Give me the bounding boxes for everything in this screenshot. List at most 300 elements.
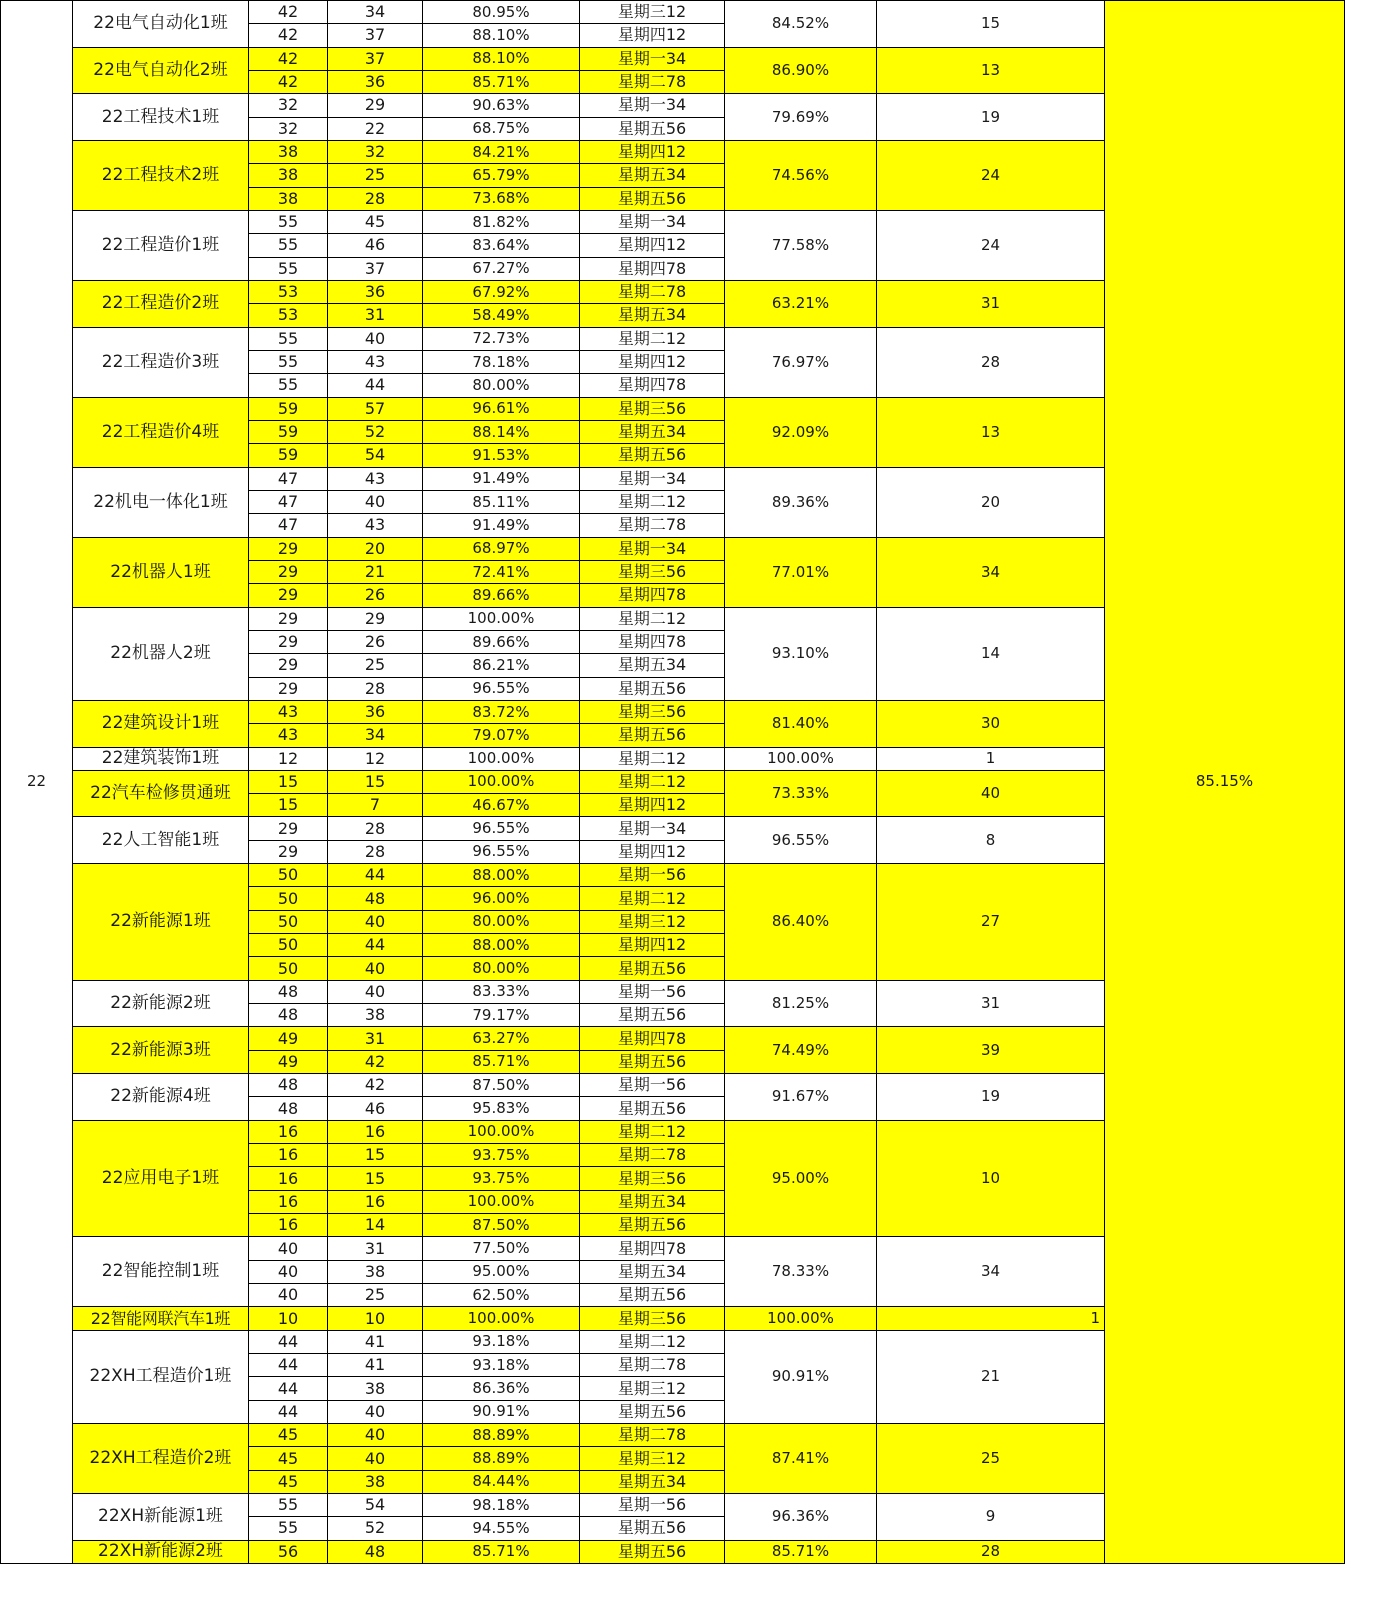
class-time-cell[interactable]: 星期一56 <box>580 980 725 1003</box>
attendance-rate-cell[interactable]: 80.95% <box>423 1 580 24</box>
class-name-cell[interactable]: 22新能源2班 <box>73 980 249 1027</box>
class-name-cell[interactable]: 22新能源3班 <box>73 1027 249 1074</box>
class-rank-cell[interactable]: 39 <box>877 1027 1105 1074</box>
class-time-cell[interactable]: 星期二12 <box>580 1120 725 1143</box>
class-name-cell[interactable]: 22电气自动化1班 <box>73 1 249 48</box>
present-students-cell[interactable]: 44 <box>328 374 423 397</box>
total-students-cell[interactable]: 15 <box>249 794 328 817</box>
attendance-rate-cell[interactable]: 62.50% <box>423 1284 580 1307</box>
attendance-rate-cell[interactable]: 85.71% <box>423 70 580 93</box>
class-time-cell[interactable]: 星期一34 <box>580 537 725 560</box>
present-students-cell[interactable]: 54 <box>328 444 423 467</box>
class-name-cell[interactable]: 22XH新能源1班 <box>73 1494 249 1541</box>
present-students-cell[interactable]: 45 <box>328 210 423 233</box>
total-students-cell[interactable]: 38 <box>249 187 328 210</box>
grade-cell[interactable]: 22 <box>1 1 73 1564</box>
attendance-rate-cell[interactable]: 87.50% <box>423 1214 580 1237</box>
class-rank-cell[interactable]: 8 <box>877 817 1105 864</box>
class-average-cell[interactable]: 74.49% <box>725 1027 877 1074</box>
present-students-cell[interactable]: 29 <box>328 607 423 630</box>
total-students-cell[interactable]: 15 <box>249 770 328 793</box>
present-students-cell[interactable]: 40 <box>328 490 423 513</box>
total-students-cell[interactable]: 47 <box>249 467 328 490</box>
class-rank-cell[interactable]: 24 <box>877 140 1105 210</box>
class-name-cell[interactable]: 22应用电子1班 <box>73 1120 249 1237</box>
present-students-cell[interactable]: 21 <box>328 560 423 583</box>
class-time-cell[interactable]: 星期三56 <box>580 1307 725 1330</box>
total-students-cell[interactable]: 29 <box>249 817 328 840</box>
class-average-cell[interactable]: 90.91% <box>725 1330 877 1423</box>
total-students-cell[interactable]: 48 <box>249 980 328 1003</box>
class-rank-cell[interactable]: 15 <box>877 1 1105 48</box>
total-students-cell[interactable]: 45 <box>249 1424 328 1447</box>
class-name-cell[interactable]: 22XH新能源2班 <box>73 1540 249 1563</box>
present-students-cell[interactable]: 15 <box>328 770 423 793</box>
total-students-cell[interactable]: 10 <box>249 1307 328 1330</box>
class-rank-cell[interactable]: 9 <box>877 1494 1105 1541</box>
attendance-rate-cell[interactable]: 96.61% <box>423 397 580 420</box>
attendance-rate-cell[interactable]: 96.55% <box>423 840 580 863</box>
class-rank-cell[interactable]: 24 <box>877 210 1105 280</box>
total-students-cell[interactable]: 55 <box>249 1494 328 1517</box>
attendance-rate-cell[interactable]: 98.18% <box>423 1494 580 1517</box>
class-average-cell[interactable]: 96.36% <box>725 1494 877 1541</box>
present-students-cell[interactable]: 40 <box>328 1447 423 1470</box>
present-students-cell[interactable]: 37 <box>328 257 423 280</box>
class-rank-cell[interactable]: 31 <box>877 980 1105 1027</box>
total-students-cell[interactable]: 45 <box>249 1470 328 1493</box>
class-time-cell[interactable]: 星期五56 <box>580 117 725 140</box>
class-rank-cell[interactable]: 25 <box>877 1424 1105 1494</box>
total-students-cell[interactable]: 49 <box>249 1050 328 1073</box>
class-average-cell[interactable]: 76.97% <box>725 327 877 397</box>
attendance-rate-cell[interactable]: 93.75% <box>423 1144 580 1167</box>
attendance-rate-cell[interactable]: 89.66% <box>423 630 580 653</box>
present-students-cell[interactable]: 41 <box>328 1330 423 1353</box>
total-students-cell[interactable]: 40 <box>249 1284 328 1307</box>
class-time-cell[interactable]: 星期四78 <box>580 1237 725 1260</box>
present-students-cell[interactable]: 28 <box>328 840 423 863</box>
overall-rate-cell[interactable]: 85.15% <box>1105 1 1345 1564</box>
attendance-rate-cell[interactable]: 91.49% <box>423 467 580 490</box>
attendance-rate-cell[interactable]: 89.66% <box>423 584 580 607</box>
total-students-cell[interactable]: 59 <box>249 420 328 443</box>
class-rank-cell[interactable]: 20 <box>877 467 1105 537</box>
class-average-cell[interactable]: 74.56% <box>725 140 877 210</box>
total-students-cell[interactable]: 12 <box>249 747 328 770</box>
attendance-rate-cell[interactable]: 58.49% <box>423 304 580 327</box>
attendance-rate-cell[interactable]: 88.89% <box>423 1447 580 1470</box>
present-students-cell[interactable]: 16 <box>328 1120 423 1143</box>
class-average-cell[interactable]: 95.00% <box>725 1120 877 1237</box>
class-average-cell[interactable]: 77.58% <box>725 210 877 280</box>
total-students-cell[interactable]: 29 <box>249 607 328 630</box>
attendance-rate-cell[interactable]: 88.14% <box>423 420 580 443</box>
class-rank-cell[interactable]: 14 <box>877 607 1105 700</box>
total-students-cell[interactable]: 42 <box>249 1 328 24</box>
class-average-cell[interactable]: 78.33% <box>725 1237 877 1307</box>
total-students-cell[interactable]: 48 <box>249 1074 328 1097</box>
class-rank-cell[interactable]: 19 <box>877 1074 1105 1121</box>
class-time-cell[interactable]: 星期四78 <box>580 630 725 653</box>
total-students-cell[interactable]: 50 <box>249 934 328 957</box>
class-name-cell[interactable]: 22工程造价2班 <box>73 280 249 327</box>
total-students-cell[interactable]: 29 <box>249 840 328 863</box>
attendance-rate-cell[interactable]: 95.00% <box>423 1260 580 1283</box>
present-students-cell[interactable]: 20 <box>328 537 423 560</box>
present-students-cell[interactable]: 40 <box>328 957 423 980</box>
class-time-cell[interactable]: 星期五56 <box>580 677 725 700</box>
class-name-cell[interactable]: 22汽车检修贯通班 <box>73 770 249 817</box>
attendance-rate-cell[interactable]: 72.73% <box>423 327 580 350</box>
attendance-rate-cell[interactable]: 100.00% <box>423 747 580 770</box>
class-time-cell[interactable]: 星期一34 <box>580 210 725 233</box>
present-students-cell[interactable]: 31 <box>328 1237 423 1260</box>
class-time-cell[interactable]: 星期五56 <box>580 1284 725 1307</box>
present-students-cell[interactable]: 14 <box>328 1214 423 1237</box>
present-students-cell[interactable]: 52 <box>328 1517 423 1540</box>
total-students-cell[interactable]: 53 <box>249 304 328 327</box>
total-students-cell[interactable]: 59 <box>249 444 328 467</box>
class-average-cell[interactable]: 77.01% <box>725 537 877 607</box>
total-students-cell[interactable]: 42 <box>249 47 328 70</box>
class-rank-cell[interactable]: 1 <box>877 1307 1105 1330</box>
class-time-cell[interactable]: 星期五56 <box>580 1540 725 1563</box>
total-students-cell[interactable]: 55 <box>249 374 328 397</box>
class-average-cell[interactable]: 85.71% <box>725 1540 877 1563</box>
class-name-cell[interactable]: 22智能网联汽车1班 <box>73 1307 249 1330</box>
attendance-rate-cell[interactable]: 88.00% <box>423 934 580 957</box>
attendance-rate-cell[interactable]: 88.00% <box>423 864 580 887</box>
attendance-rate-cell[interactable]: 72.41% <box>423 560 580 583</box>
present-students-cell[interactable]: 43 <box>328 514 423 537</box>
class-time-cell[interactable]: 星期二78 <box>580 1424 725 1447</box>
total-students-cell[interactable]: 42 <box>249 24 328 47</box>
attendance-rate-cell[interactable]: 93.75% <box>423 1167 580 1190</box>
attendance-rate-cell[interactable]: 91.49% <box>423 514 580 537</box>
class-average-cell[interactable]: 79.69% <box>725 94 877 141</box>
attendance-rate-cell[interactable]: 91.53% <box>423 444 580 467</box>
present-students-cell[interactable]: 48 <box>328 1540 423 1563</box>
present-students-cell[interactable]: 40 <box>328 1400 423 1423</box>
total-students-cell[interactable]: 29 <box>249 654 328 677</box>
present-students-cell[interactable]: 36 <box>328 70 423 93</box>
total-students-cell[interactable]: 50 <box>249 887 328 910</box>
class-time-cell[interactable]: 星期五34 <box>580 304 725 327</box>
total-students-cell[interactable]: 53 <box>249 280 328 303</box>
class-time-cell[interactable]: 星期四78 <box>580 1027 725 1050</box>
present-students-cell[interactable]: 46 <box>328 1097 423 1120</box>
present-students-cell[interactable]: 25 <box>328 164 423 187</box>
class-time-cell[interactable]: 星期五34 <box>580 1190 725 1213</box>
total-students-cell[interactable]: 50 <box>249 910 328 933</box>
class-average-cell[interactable]: 86.40% <box>725 864 877 981</box>
class-time-cell[interactable]: 星期二12 <box>580 327 725 350</box>
present-students-cell[interactable]: 57 <box>328 397 423 420</box>
class-name-cell[interactable]: 22新能源4班 <box>73 1074 249 1121</box>
total-students-cell[interactable]: 44 <box>249 1400 328 1423</box>
class-time-cell[interactable]: 星期二78 <box>580 1354 725 1377</box>
class-time-cell[interactable]: 星期五34 <box>580 1260 725 1283</box>
total-students-cell[interactable]: 48 <box>249 1004 328 1027</box>
present-students-cell[interactable]: 15 <box>328 1167 423 1190</box>
present-students-cell[interactable]: 15 <box>328 1144 423 1167</box>
attendance-rate-cell[interactable]: 46.67% <box>423 794 580 817</box>
class-average-cell[interactable]: 100.00% <box>725 747 877 770</box>
attendance-rate-cell[interactable]: 80.00% <box>423 374 580 397</box>
attendance-rate-cell[interactable]: 84.44% <box>423 1470 580 1493</box>
class-rank-cell[interactable]: 10 <box>877 1120 1105 1237</box>
class-average-cell[interactable]: 81.40% <box>725 700 877 747</box>
class-name-cell[interactable]: 22工程造价1班 <box>73 210 249 280</box>
total-students-cell[interactable]: 43 <box>249 724 328 747</box>
class-rank-cell[interactable]: 28 <box>877 327 1105 397</box>
class-time-cell[interactable]: 星期三56 <box>580 1167 725 1190</box>
present-students-cell[interactable]: 26 <box>328 630 423 653</box>
attendance-rate-cell[interactable]: 79.17% <box>423 1004 580 1027</box>
attendance-rate-cell[interactable]: 90.91% <box>423 1400 580 1423</box>
class-name-cell[interactable]: 22建筑设计1班 <box>73 700 249 747</box>
class-name-cell[interactable]: 22建筑装饰1班 <box>73 747 249 770</box>
attendance-rate-cell[interactable]: 67.92% <box>423 280 580 303</box>
class-average-cell[interactable]: 91.67% <box>725 1074 877 1121</box>
class-time-cell[interactable]: 星期一34 <box>580 47 725 70</box>
present-students-cell[interactable]: 48 <box>328 887 423 910</box>
class-average-cell[interactable]: 84.52% <box>725 1 877 48</box>
class-time-cell[interactable]: 星期一56 <box>580 1494 725 1517</box>
attendance-rate-cell[interactable]: 80.00% <box>423 910 580 933</box>
class-average-cell[interactable]: 93.10% <box>725 607 877 700</box>
present-students-cell[interactable]: 38 <box>328 1470 423 1493</box>
class-time-cell[interactable]: 星期五56 <box>580 1400 725 1423</box>
class-rank-cell[interactable]: 27 <box>877 864 1105 981</box>
total-students-cell[interactable]: 44 <box>249 1377 328 1400</box>
total-students-cell[interactable]: 59 <box>249 397 328 420</box>
class-average-cell[interactable]: 63.21% <box>725 280 877 327</box>
class-time-cell[interactable]: 星期二12 <box>580 490 725 513</box>
present-students-cell[interactable]: 36 <box>328 700 423 723</box>
class-time-cell[interactable]: 星期四12 <box>580 350 725 373</box>
present-students-cell[interactable]: 40 <box>328 327 423 350</box>
class-time-cell[interactable]: 星期四78 <box>580 257 725 280</box>
class-time-cell[interactable]: 星期五56 <box>580 1517 725 1540</box>
class-name-cell[interactable]: 22机器人1班 <box>73 537 249 607</box>
class-time-cell[interactable]: 星期五34 <box>580 420 725 443</box>
present-students-cell[interactable]: 26 <box>328 584 423 607</box>
attendance-rate-cell[interactable]: 68.97% <box>423 537 580 560</box>
present-students-cell[interactable]: 46 <box>328 234 423 257</box>
attendance-rate-cell[interactable]: 100.00% <box>423 1190 580 1213</box>
total-students-cell[interactable]: 16 <box>249 1120 328 1143</box>
attendance-rate-cell[interactable]: 80.00% <box>423 957 580 980</box>
class-time-cell[interactable]: 星期五34 <box>580 1470 725 1493</box>
class-time-cell[interactable]: 星期二12 <box>580 887 725 910</box>
attendance-rate-cell[interactable]: 73.68% <box>423 187 580 210</box>
present-students-cell[interactable]: 28 <box>328 677 423 700</box>
class-time-cell[interactable]: 星期五56 <box>580 1004 725 1027</box>
present-students-cell[interactable]: 10 <box>328 1307 423 1330</box>
class-time-cell[interactable]: 星期三12 <box>580 1447 725 1470</box>
present-students-cell[interactable]: 38 <box>328 1377 423 1400</box>
class-name-cell[interactable]: 22机电一体化1班 <box>73 467 249 537</box>
attendance-rate-cell[interactable]: 81.82% <box>423 210 580 233</box>
attendance-rate-cell[interactable]: 85.71% <box>423 1050 580 1073</box>
class-time-cell[interactable]: 星期二12 <box>580 607 725 630</box>
class-time-cell[interactable]: 星期一56 <box>580 864 725 887</box>
attendance-rate-cell[interactable]: 65.79% <box>423 164 580 187</box>
total-students-cell[interactable]: 29 <box>249 537 328 560</box>
class-average-cell[interactable]: 73.33% <box>725 770 877 817</box>
total-students-cell[interactable]: 40 <box>249 1260 328 1283</box>
present-students-cell[interactable]: 25 <box>328 1284 423 1307</box>
class-average-cell[interactable]: 92.09% <box>725 397 877 467</box>
class-average-cell[interactable]: 100.00% <box>725 1307 877 1330</box>
total-students-cell[interactable]: 55 <box>249 234 328 257</box>
total-students-cell[interactable]: 50 <box>249 957 328 980</box>
present-students-cell[interactable]: 12 <box>328 747 423 770</box>
class-time-cell[interactable]: 星期四12 <box>580 140 725 163</box>
class-time-cell[interactable]: 星期二78 <box>580 514 725 537</box>
total-students-cell[interactable]: 29 <box>249 630 328 653</box>
class-time-cell[interactable]: 星期五56 <box>580 1050 725 1073</box>
present-students-cell[interactable]: 54 <box>328 1494 423 1517</box>
present-students-cell[interactable]: 37 <box>328 47 423 70</box>
attendance-rate-cell[interactable]: 95.83% <box>423 1097 580 1120</box>
class-time-cell[interactable]: 星期五56 <box>580 1097 725 1120</box>
attendance-rate-cell[interactable]: 96.55% <box>423 677 580 700</box>
class-rank-cell[interactable]: 1 <box>877 747 1105 770</box>
class-time-cell[interactable]: 星期五56 <box>580 444 725 467</box>
class-rank-cell[interactable]: 19 <box>877 94 1105 141</box>
attendance-rate-cell[interactable]: 85.11% <box>423 490 580 513</box>
attendance-rate-cell[interactable]: 84.21% <box>423 140 580 163</box>
attendance-rate-cell[interactable]: 83.72% <box>423 700 580 723</box>
total-students-cell[interactable]: 16 <box>249 1144 328 1167</box>
class-name-cell[interactable]: 22工程技术1班 <box>73 94 249 141</box>
class-time-cell[interactable]: 星期五56 <box>580 957 725 980</box>
present-students-cell[interactable]: 38 <box>328 1004 423 1027</box>
attendance-rate-cell[interactable]: 88.89% <box>423 1424 580 1447</box>
total-students-cell[interactable]: 55 <box>249 327 328 350</box>
class-time-cell[interactable]: 星期三12 <box>580 910 725 933</box>
total-students-cell[interactable]: 16 <box>249 1190 328 1213</box>
class-time-cell[interactable]: 星期五34 <box>580 654 725 677</box>
class-time-cell[interactable]: 星期二12 <box>580 770 725 793</box>
total-students-cell[interactable]: 16 <box>249 1214 328 1237</box>
total-students-cell[interactable]: 16 <box>249 1167 328 1190</box>
present-students-cell[interactable]: 31 <box>328 304 423 327</box>
present-students-cell[interactable]: 34 <box>328 1 423 24</box>
present-students-cell[interactable]: 34 <box>328 724 423 747</box>
class-name-cell[interactable]: 22新能源1班 <box>73 864 249 981</box>
attendance-rate-cell[interactable]: 94.55% <box>423 1517 580 1540</box>
total-students-cell[interactable]: 43 <box>249 700 328 723</box>
attendance-rate-cell[interactable]: 86.21% <box>423 654 580 677</box>
present-students-cell[interactable]: 43 <box>328 350 423 373</box>
class-time-cell[interactable]: 星期五34 <box>580 164 725 187</box>
attendance-rate-cell[interactable]: 85.71% <box>423 1540 580 1563</box>
class-rank-cell[interactable]: 13 <box>877 397 1105 467</box>
class-time-cell[interactable]: 星期三12 <box>580 1377 725 1400</box>
class-rank-cell[interactable]: 40 <box>877 770 1105 817</box>
attendance-rate-cell[interactable]: 88.10% <box>423 24 580 47</box>
attendance-rate-cell[interactable]: 79.07% <box>423 724 580 747</box>
total-students-cell[interactable]: 42 <box>249 70 328 93</box>
class-name-cell[interactable]: 22人工智能1班 <box>73 817 249 864</box>
class-time-cell[interactable]: 星期三56 <box>580 560 725 583</box>
class-time-cell[interactable]: 星期五56 <box>580 1214 725 1237</box>
class-name-cell[interactable]: 22XH工程造价2班 <box>73 1424 249 1494</box>
attendance-rate-cell[interactable]: 93.18% <box>423 1330 580 1353</box>
class-rank-cell[interactable]: 31 <box>877 280 1105 327</box>
class-rank-cell[interactable]: 13 <box>877 47 1105 94</box>
class-time-cell[interactable]: 星期一56 <box>580 1074 725 1097</box>
class-time-cell[interactable]: 星期一34 <box>580 817 725 840</box>
class-average-cell[interactable]: 86.90% <box>725 47 877 94</box>
class-name-cell[interactable]: 22工程造价3班 <box>73 327 249 397</box>
total-students-cell[interactable]: 38 <box>249 164 328 187</box>
present-students-cell[interactable]: 22 <box>328 117 423 140</box>
present-students-cell[interactable]: 31 <box>328 1027 423 1050</box>
total-students-cell[interactable]: 29 <box>249 677 328 700</box>
attendance-rate-cell[interactable]: 86.36% <box>423 1377 580 1400</box>
present-students-cell[interactable]: 32 <box>328 140 423 163</box>
class-rank-cell[interactable]: 21 <box>877 1330 1105 1423</box>
total-students-cell[interactable]: 56 <box>249 1540 328 1563</box>
total-students-cell[interactable]: 47 <box>249 514 328 537</box>
total-students-cell[interactable]: 47 <box>249 490 328 513</box>
present-students-cell[interactable]: 28 <box>328 187 423 210</box>
class-name-cell[interactable]: 22工程造价4班 <box>73 397 249 467</box>
present-students-cell[interactable]: 37 <box>328 24 423 47</box>
attendance-rate-cell[interactable]: 68.75% <box>423 117 580 140</box>
total-students-cell[interactable]: 40 <box>249 1237 328 1260</box>
class-time-cell[interactable]: 星期一34 <box>580 467 725 490</box>
total-students-cell[interactable]: 32 <box>249 117 328 140</box>
class-time-cell[interactable]: 星期三56 <box>580 700 725 723</box>
class-time-cell[interactable]: 星期二78 <box>580 70 725 93</box>
class-rank-cell[interactable]: 30 <box>877 700 1105 747</box>
total-students-cell[interactable]: 44 <box>249 1330 328 1353</box>
total-students-cell[interactable]: 55 <box>249 350 328 373</box>
present-students-cell[interactable]: 16 <box>328 1190 423 1213</box>
class-name-cell[interactable]: 22XH工程造价1班 <box>73 1330 249 1423</box>
class-average-cell[interactable]: 96.55% <box>725 817 877 864</box>
class-time-cell[interactable]: 星期二12 <box>580 747 725 770</box>
present-students-cell[interactable]: 44 <box>328 934 423 957</box>
attendance-rate-cell[interactable]: 77.50% <box>423 1237 580 1260</box>
class-time-cell[interactable]: 星期二78 <box>580 1144 725 1167</box>
present-students-cell[interactable]: 36 <box>328 280 423 303</box>
class-average-cell[interactable]: 87.41% <box>725 1424 877 1494</box>
total-students-cell[interactable]: 55 <box>249 257 328 280</box>
attendance-rate-cell[interactable]: 87.50% <box>423 1074 580 1097</box>
total-students-cell[interactable]: 29 <box>249 584 328 607</box>
class-name-cell[interactable]: 22机器人2班 <box>73 607 249 700</box>
total-students-cell[interactable]: 48 <box>249 1097 328 1120</box>
attendance-rate-cell[interactable]: 83.33% <box>423 980 580 1003</box>
present-students-cell[interactable]: 40 <box>328 1424 423 1447</box>
attendance-rate-cell[interactable]: 78.18% <box>423 350 580 373</box>
class-time-cell[interactable]: 星期一34 <box>580 94 725 117</box>
class-time-cell[interactable]: 星期四12 <box>580 234 725 257</box>
class-rank-cell[interactable]: 34 <box>877 1237 1105 1307</box>
attendance-rate-cell[interactable]: 100.00% <box>423 607 580 630</box>
present-students-cell[interactable]: 42 <box>328 1050 423 1073</box>
class-time-cell[interactable]: 星期四12 <box>580 794 725 817</box>
class-time-cell[interactable]: 星期四12 <box>580 934 725 957</box>
class-average-cell[interactable]: 81.25% <box>725 980 877 1027</box>
